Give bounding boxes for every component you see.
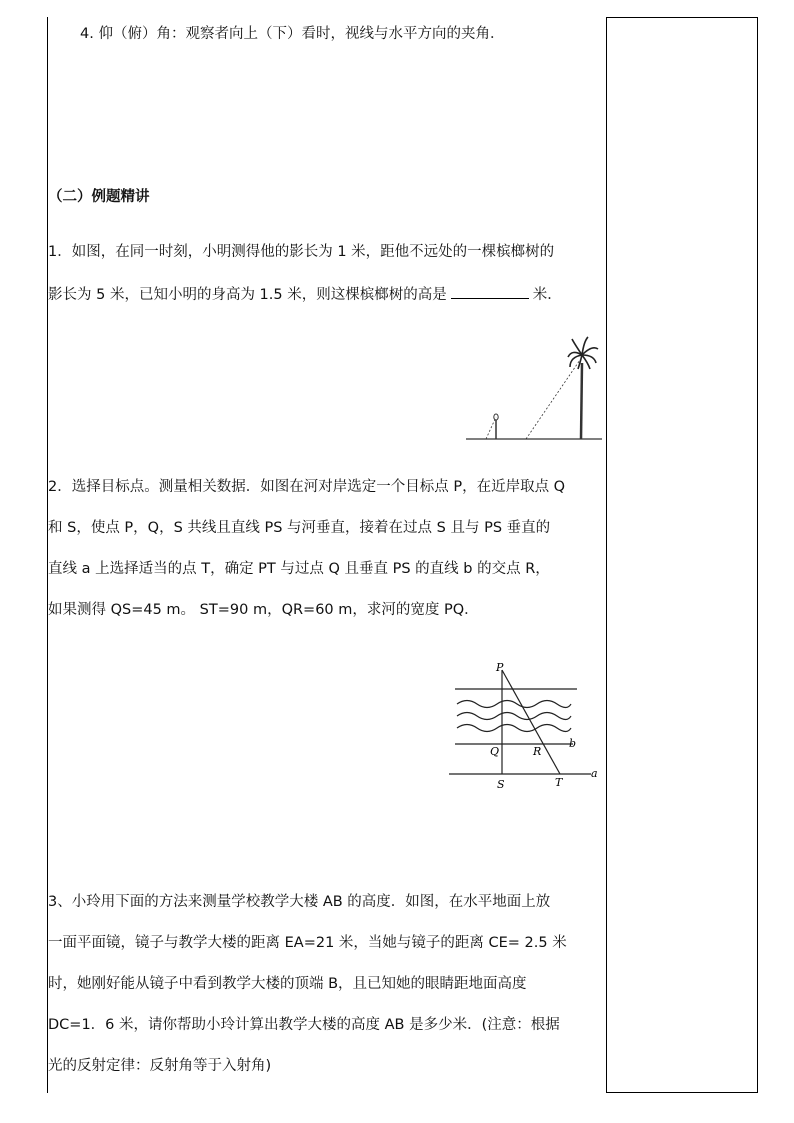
table-top-border bbox=[606, 17, 758, 18]
question-1-text: 影长为 5 米，已知小明的身高为 1.5 米，则这棵槟榔树的高是 bbox=[48, 287, 447, 303]
question-3-line-3: 时，她刚好能从镜子中看到教学大楼的顶端 B，且已知她的眼睛距地面高度 bbox=[48, 976, 527, 992]
question-3-line-2: 一面平面镜，镜子与教学大楼的距离 EA=21 米，当她与镜子的距离 CE= 2.5 米 bbox=[48, 935, 567, 951]
label-b: b bbox=[569, 737, 577, 750]
question-2-line-3: 直线 a 上选择适当的点 T，确定 PT 与过点 Q 且垂直 PS 的直线 b 的交点 R， bbox=[48, 561, 550, 577]
section-heading: （二）例题精讲 bbox=[48, 189, 150, 205]
river-width-figure bbox=[445, 658, 605, 794]
label-R: R bbox=[533, 745, 542, 758]
table-left-border bbox=[47, 17, 48, 1093]
label-Q: Q bbox=[490, 745, 500, 758]
table-right-border bbox=[757, 17, 758, 1093]
answer-blank[interactable] bbox=[451, 284, 529, 299]
label-S: S bbox=[497, 778, 505, 791]
question-1-line-2 bbox=[48, 284, 606, 305]
label-P: P bbox=[496, 661, 504, 674]
question-3-line-1: 3、小玲用下面的方法来测量学校教学大楼 AB 的高度．如图，在水平地面上放 bbox=[48, 894, 551, 910]
question-2-line-1: 2．选择目标点。测量相关数据．如图在河对岸选定一个目标点 P，在近岸取点 Q bbox=[48, 479, 566, 495]
question-1-unit: 米． bbox=[532, 287, 562, 303]
question-3-line-5: 光的反射定律：反射角等于入射角) bbox=[48, 1058, 272, 1074]
question-3-line-4: DC=1．6 米，请你帮助小玲计算出教学大楼的高度 AB 是多少米．(注意：根据 bbox=[48, 1017, 560, 1033]
table-bottom-border bbox=[606, 1092, 758, 1093]
question-2-line-2: 和 S，使点 P，Q，S 共线且直线 PS 与河垂直，接着在过点 S 且与 PS 垂直的 bbox=[48, 520, 551, 536]
question-1-line-1: 1．如图，在同一时刻，小明测得他的影长为 1 米，距他不远处的一棵槟榔树的 bbox=[48, 244, 555, 260]
item-4-definition: 4. 仰（俯）角：观察者向上（下）看时，视线与水平方向的夹角． bbox=[80, 26, 505, 42]
palm-tree-shadow-figure bbox=[462, 335, 607, 445]
table-column-divider bbox=[606, 17, 607, 1093]
label-a: a bbox=[591, 767, 598, 780]
label-T: T bbox=[555, 776, 563, 789]
question-2-line-4: 如果测得 QS=45 m。 ST=90 m，QR=60 m，求河的宽度 PQ． bbox=[48, 602, 479, 618]
